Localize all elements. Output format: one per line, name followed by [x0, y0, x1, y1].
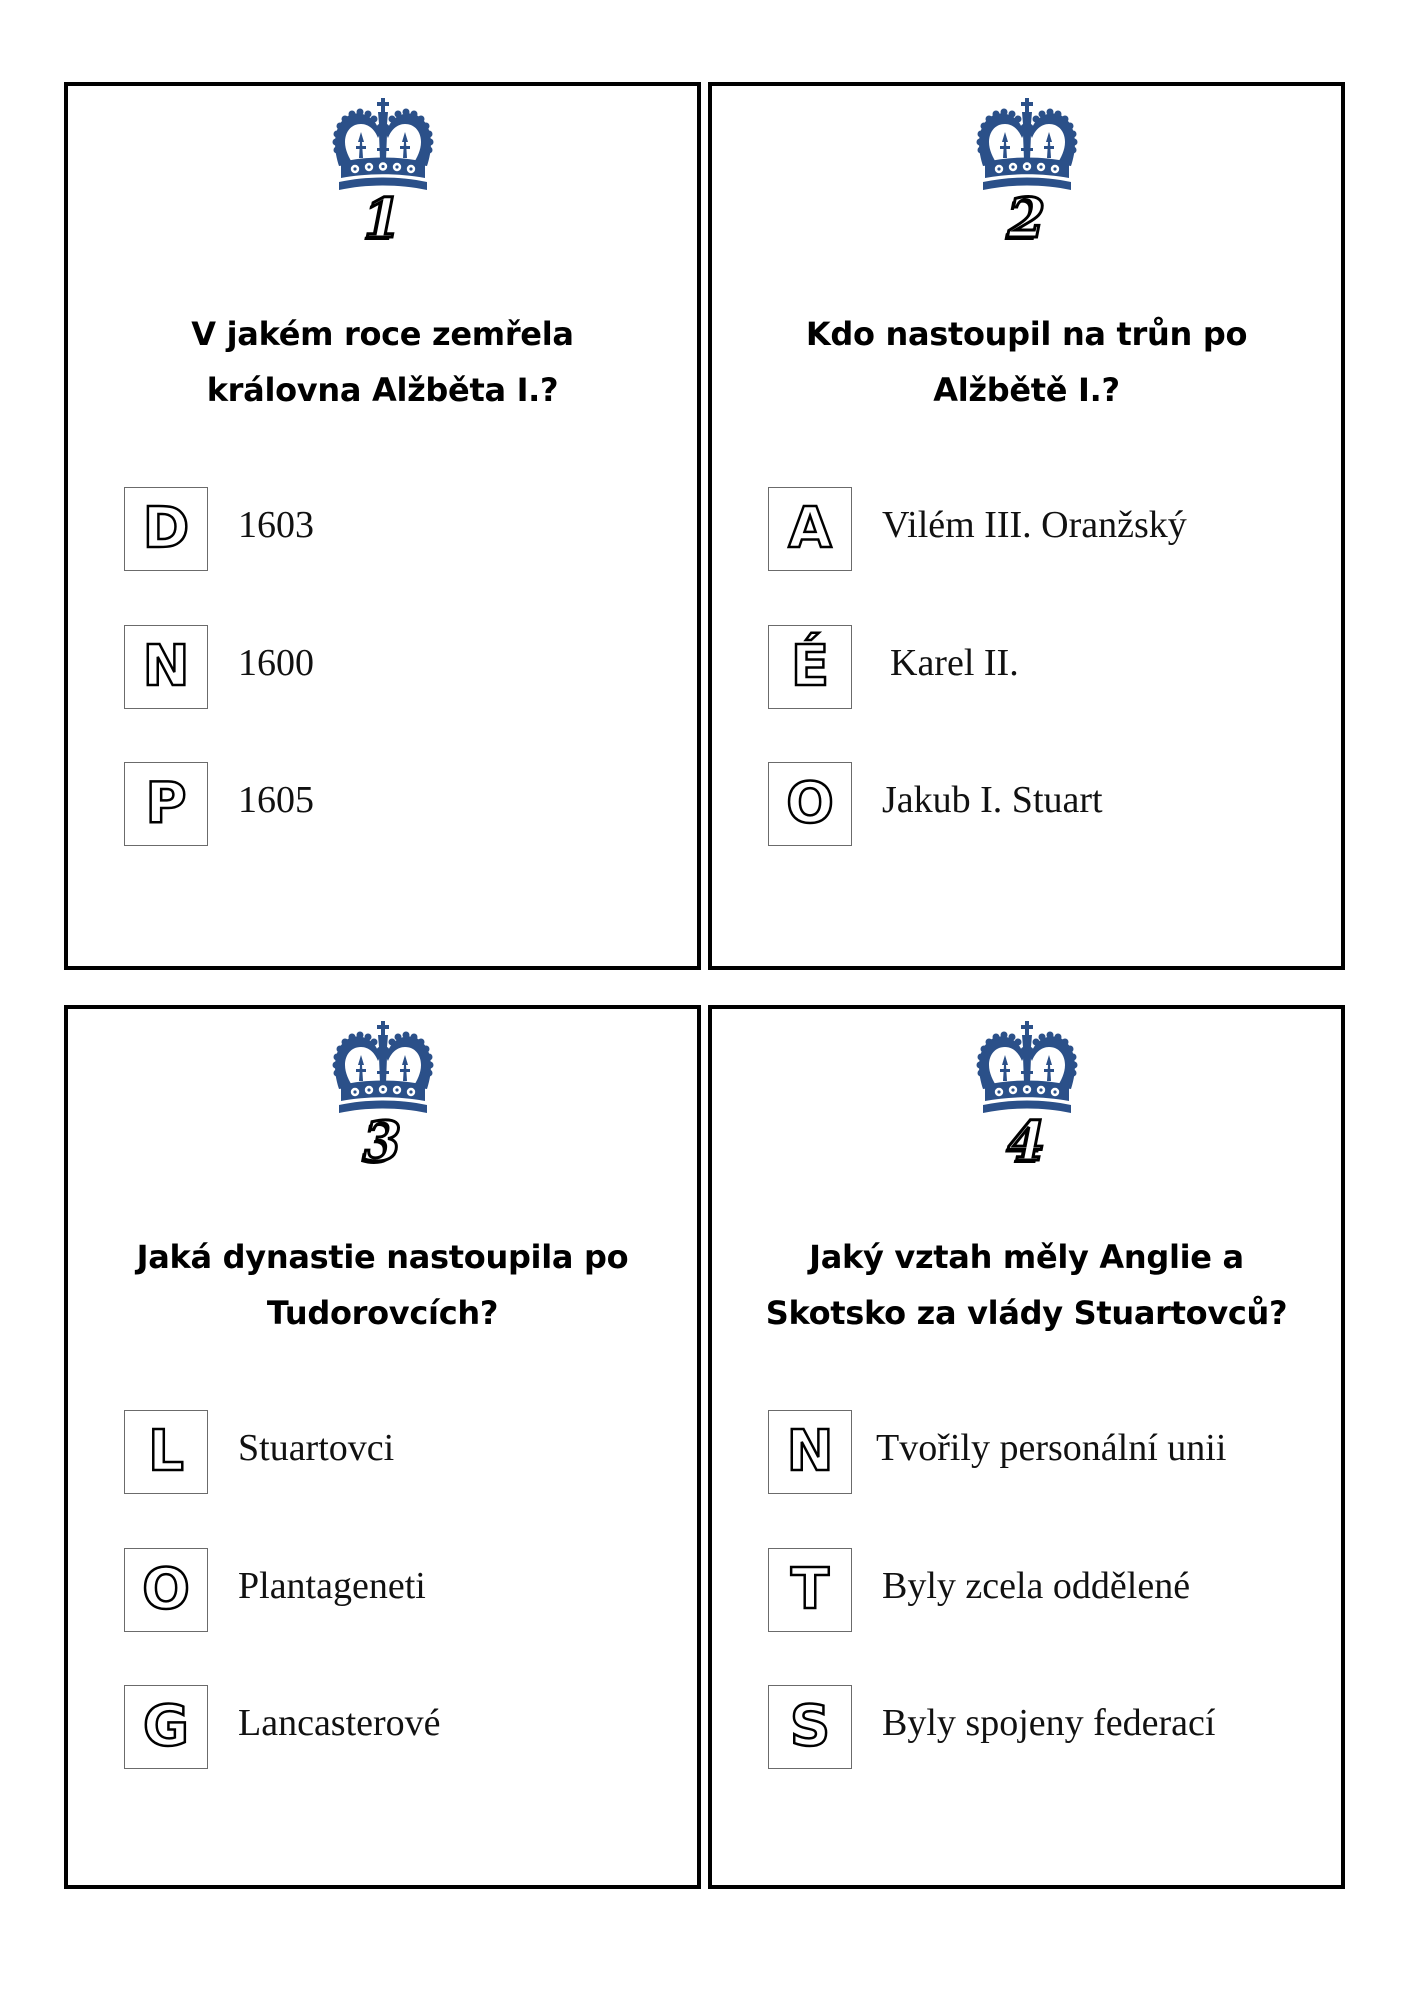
card-number: 3	[363, 1109, 402, 1173]
answer-text: 1605	[238, 779, 314, 821]
answer-option[interactable]	[124, 1685, 677, 1769]
answer-option[interactable]	[124, 625, 677, 709]
answer-option[interactable]	[768, 625, 1321, 709]
crown-icon	[975, 1021, 1079, 1115]
answer-letter-box: A	[768, 487, 852, 571]
answer-text: Stuartovci	[238, 1427, 395, 1469]
answer-option[interactable]	[768, 1548, 1321, 1632]
crown-icon	[331, 1021, 435, 1115]
answer-letter-box: G	[124, 1685, 208, 1769]
crown-icon	[331, 98, 435, 192]
card-number: 2	[1007, 186, 1046, 250]
quiz-card-2	[708, 82, 1345, 970]
answer-text: Byly spojeny federací	[882, 1702, 1216, 1744]
question-line: Kdo nastoupil na trůn po	[805, 315, 1248, 353]
answer-letter-box: P	[124, 762, 208, 846]
quiz-card-4	[708, 1005, 1345, 1889]
answer-letter-box: D	[124, 487, 208, 571]
question-text	[98, 1229, 667, 1341]
answer-option[interactable]	[768, 762, 1321, 846]
card-number: 1	[363, 186, 402, 250]
answer-letter-box: L	[124, 1410, 208, 1494]
answer-letter-box: S	[768, 1685, 852, 1769]
question-text	[98, 306, 667, 418]
answer-letter-box: O	[124, 1548, 208, 1632]
answer-letter-box: T	[768, 1548, 852, 1632]
answer-text: Plantageneti	[238, 1565, 426, 1607]
question-line: Alžbětě I.?	[933, 371, 1120, 409]
quiz-card-3	[64, 1005, 701, 1889]
card-number: 4	[1007, 1109, 1046, 1173]
answer-option[interactable]	[768, 1410, 1321, 1494]
answer-option[interactable]	[124, 1548, 677, 1632]
answer-text: 1600	[238, 642, 314, 684]
answer-text: Jakub I. Stuart	[882, 779, 1103, 821]
question-line: Jaký vztah měly Anglie a	[809, 1238, 1244, 1276]
question-text	[742, 1229, 1311, 1341]
question-line: královna Alžběta I.?	[206, 371, 559, 409]
question-text	[742, 306, 1311, 418]
answer-text: Vilém III. Oranžský	[882, 504, 1187, 546]
answer-text: Tvořily personální unii	[876, 1427, 1227, 1469]
answer-option[interactable]	[124, 487, 677, 571]
quiz-card-1	[64, 82, 701, 970]
question-line: Tudorovcích?	[266, 1294, 499, 1332]
answer-letter-box: É	[768, 625, 852, 709]
question-line: V jakém roce zemřela	[191, 315, 574, 353]
answer-text: Byly zcela oddělené	[882, 1565, 1191, 1607]
answer-option[interactable]	[768, 1685, 1321, 1769]
question-line: Skotsko za vlády Stuartovců?	[765, 1294, 1288, 1332]
answer-text: Karel II.	[890, 642, 1019, 684]
answer-letter-box: O	[768, 762, 852, 846]
answer-letter-box: N	[124, 625, 208, 709]
answer-letter-box: N	[768, 1410, 852, 1494]
crown-icon	[975, 98, 1079, 192]
answer-option[interactable]	[124, 1410, 677, 1494]
answer-option[interactable]	[768, 487, 1321, 571]
answer-text: Lancasterové	[238, 1702, 441, 1744]
question-line: Jaká dynastie nastoupila po	[136, 1238, 629, 1276]
answer-option[interactable]	[124, 762, 677, 846]
answer-text: 1603	[238, 504, 314, 546]
